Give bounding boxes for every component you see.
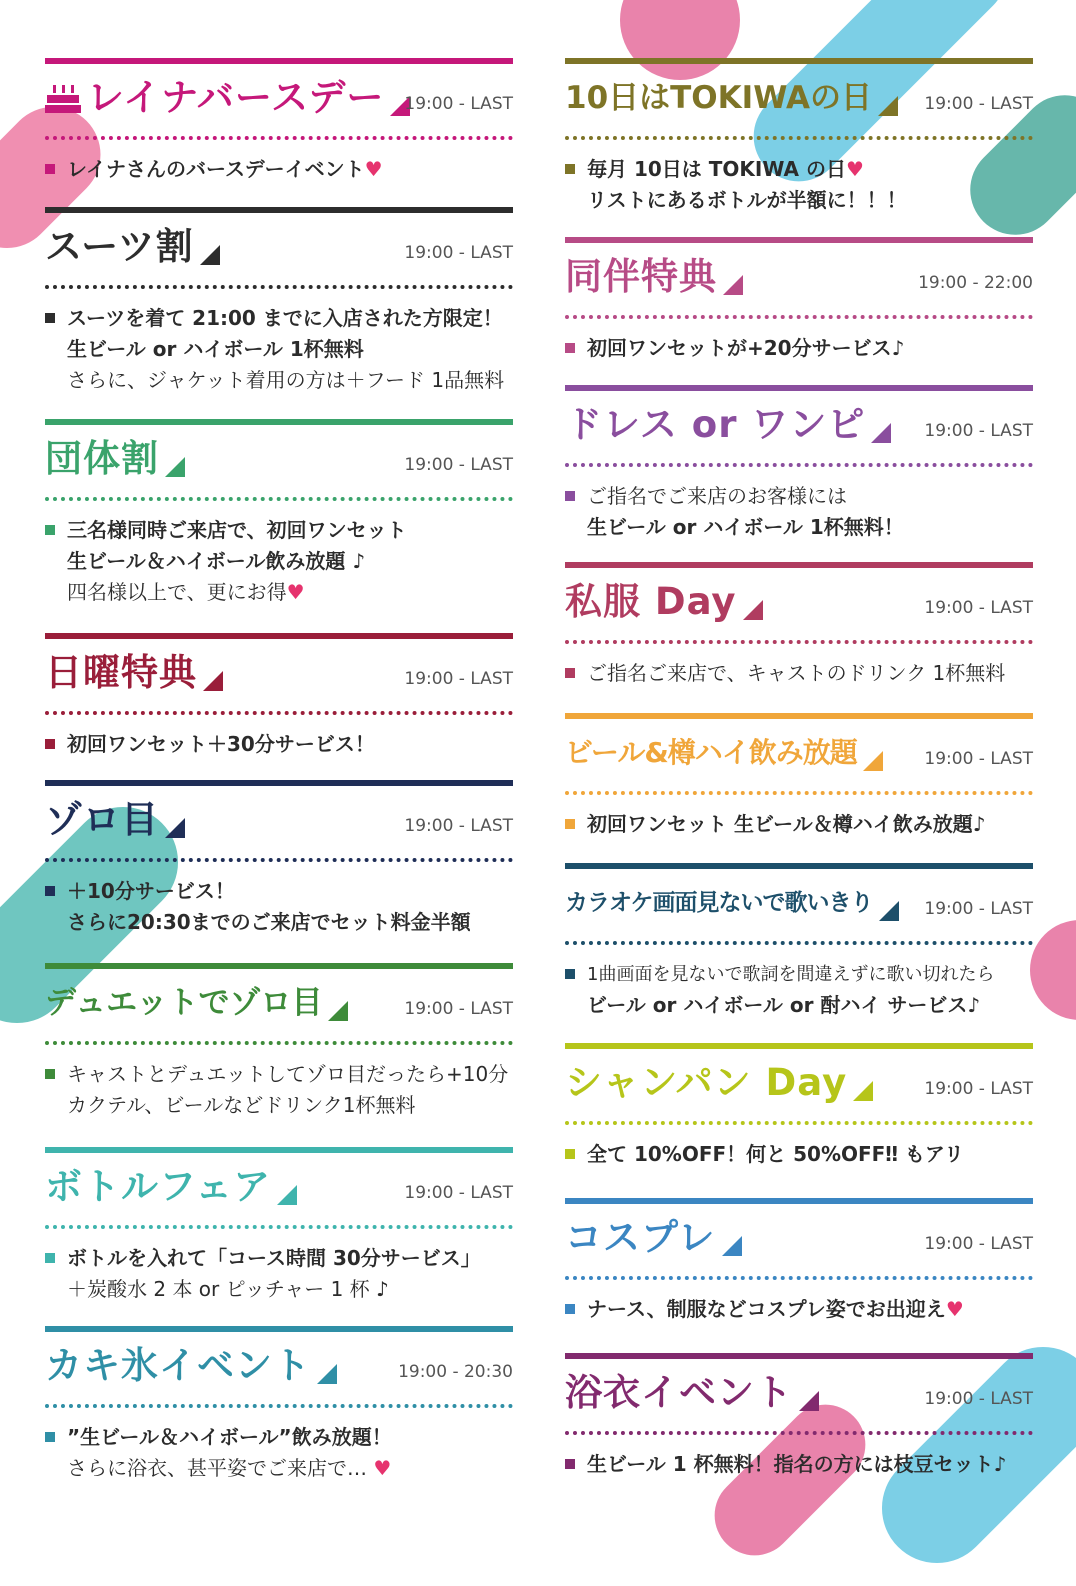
bullet-icon xyxy=(565,491,575,501)
section-title: レイナバースデー xyxy=(45,76,410,120)
heart-icon: ♥ xyxy=(845,157,864,181)
bullet-icon xyxy=(45,164,55,174)
event-section xyxy=(45,419,513,608)
list-item: さらに20:30までのご来店でセット料金半額 xyxy=(67,910,471,934)
list-item: 毎月 10日は TOKIWA の日♥ xyxy=(565,154,1033,185)
list-item: 初回ワンセット 生ビール＆樽ハイ飲み放題♪ xyxy=(565,809,1033,840)
section-title: ビール&樽ハイ飲み放題 xyxy=(565,731,883,775)
list-item: レイナさんのバースデーイベント♥ xyxy=(45,154,513,185)
heart-icon: ♥ xyxy=(364,157,383,181)
list-item: ナース、制服などコスプレ姿でお出迎え♥ xyxy=(565,1294,1033,1325)
bullet-icon xyxy=(565,1304,575,1314)
section-title: デュエットでゾロ目 xyxy=(45,981,348,1025)
heart-icon: ♥ xyxy=(373,1456,392,1480)
event-section xyxy=(565,58,1033,216)
event-section xyxy=(565,1043,1033,1170)
list-item: 1曲画面を見ないで歌詞を間違えずに歌い切れたら xyxy=(565,959,1033,990)
section-time: 19:00 - 20:30 xyxy=(398,1362,513,1382)
event-section xyxy=(565,713,1033,840)
bullet-icon xyxy=(45,525,55,535)
list-item: 全て 10%OFF！何と 50%OFF‼ もアリ xyxy=(565,1139,1033,1170)
list-item: ”生ビール＆ハイボール”飲み放題！ xyxy=(45,1422,513,1453)
list-item: スーツを着て 21:00 までに入店された方限定！ xyxy=(45,303,513,334)
event-section xyxy=(45,1326,513,1484)
section-time: 19:00 - LAST xyxy=(924,899,1033,919)
list-item: ボトルを入れて「コース時間 30分サービス」 xyxy=(45,1243,513,1274)
event-section xyxy=(565,562,1033,689)
list-item: さらに、ジャケット着用の方は＋フード 1品無料 xyxy=(67,368,505,392)
section-time: 19:00 - LAST xyxy=(924,94,1033,114)
event-section xyxy=(45,780,513,938)
list-item: 初回ワンセット＋30分サービス！ xyxy=(45,729,513,760)
bullet-icon xyxy=(565,668,575,678)
section-time: 19:00 - LAST xyxy=(404,1183,513,1203)
list-item: 四名様以上で、更にお得♥ xyxy=(67,580,305,604)
section-title: 私服 Day xyxy=(565,580,763,624)
section-title: スーツ割 xyxy=(45,225,220,269)
list-item: 三名様同時ご来店で、初回ワンセット xyxy=(45,515,513,546)
section-title: カラオケ画面見ないで歌いきり xyxy=(565,881,899,925)
event-section xyxy=(565,1198,1033,1325)
bullet-icon xyxy=(565,1149,575,1159)
list-item: ご指名ご来店で、キャストのドリンク 1杯無料 xyxy=(565,658,1033,689)
bullet-icon xyxy=(45,1253,55,1263)
section-time: 19:00 - LAST xyxy=(404,243,513,263)
event-section xyxy=(45,58,513,185)
list-item: キャストとデュエットしてゾロ目だったら+10分 xyxy=(45,1059,513,1090)
section-title: 日曜特典 xyxy=(45,651,223,695)
event-section xyxy=(565,1353,1033,1480)
event-section xyxy=(45,1147,513,1305)
list-item: 生ビール or ハイボール 1杯無料！ xyxy=(587,515,904,539)
section-title: 浴衣イベント xyxy=(565,1371,819,1415)
bullet-icon xyxy=(565,1459,575,1469)
section-time: 19:00 - LAST xyxy=(924,1389,1033,1409)
event-section xyxy=(565,237,1033,364)
bullet-icon xyxy=(45,1069,55,1079)
list-item: ビール or ハイボール or 酎ハイ サービス♪ xyxy=(587,993,981,1017)
section-time: 19:00 - LAST xyxy=(404,669,513,689)
section-time: 19:00 - 22:00 xyxy=(918,273,1033,293)
section-time: 19:00 - LAST xyxy=(924,749,1033,769)
event-section xyxy=(565,385,1033,543)
heart-icon: ♥ xyxy=(286,580,305,604)
bullet-icon xyxy=(45,886,55,896)
section-title: ゾロ目 xyxy=(45,798,185,842)
section-title: 10日はTOKIWAの日 xyxy=(565,76,898,120)
section-time: 19:00 - LAST xyxy=(924,1234,1033,1254)
section-time: 19:00 - LAST xyxy=(924,421,1033,441)
section-time: 19:00 - LAST xyxy=(404,816,513,836)
list-item: 生ビール＆ハイボール飲み放題 ♪ xyxy=(67,549,366,573)
section-time: 19:00 - LAST xyxy=(924,598,1033,618)
list-item: カクテル、ビールなどドリンク1杯無料 xyxy=(67,1093,416,1117)
bullet-icon xyxy=(45,739,55,749)
cake-icon xyxy=(45,81,81,115)
event-section xyxy=(45,207,513,396)
list-item: リストにあるボトルが半額に！！！ xyxy=(587,188,907,212)
section-title: カキ氷イベント xyxy=(45,1344,337,1388)
heart-icon: ♥ xyxy=(945,1297,964,1321)
section-title: コスプレ xyxy=(565,1216,742,1260)
section-time: 19:00 - LAST xyxy=(924,1079,1033,1099)
section-time: 19:00 - LAST xyxy=(404,455,513,475)
section-title: 団体割 xyxy=(45,437,185,481)
list-item: 初回ワンセットが+20分サービス♪ xyxy=(565,333,1033,364)
bullet-icon xyxy=(565,819,575,829)
event-section xyxy=(45,963,513,1121)
section-title: ボトルフェア xyxy=(45,1165,297,1209)
bullet-icon xyxy=(45,313,55,323)
list-item: 生ビール or ハイボール 1杯無料 xyxy=(67,337,364,361)
list-item: 生ビール 1 杯無料！指名の方には枝豆セット♪ xyxy=(565,1449,1033,1480)
section-title: シャンパン Day xyxy=(565,1061,873,1105)
list-item: ＋炭酸水 2 本 or ピッチャー 1 杯 ♪ xyxy=(67,1277,389,1301)
event-section xyxy=(45,633,513,760)
section-title: ドレス or ワンピ xyxy=(565,403,891,447)
bullet-icon xyxy=(565,969,575,979)
bullet-icon xyxy=(565,164,575,174)
section-time: 19:00 - LAST xyxy=(404,999,513,1019)
event-section xyxy=(565,863,1033,1021)
list-item: さらに浴衣、甚平姿でご来店で… ♥ xyxy=(67,1456,392,1480)
section-title: 同伴特典 xyxy=(565,255,743,299)
section-time: 19:00 - LAST xyxy=(404,94,513,114)
bullet-icon xyxy=(565,343,575,353)
list-item: ご指名でご来店のお客様には xyxy=(565,481,1033,512)
bullet-icon xyxy=(45,1432,55,1442)
list-item: ＋10分サービス！ xyxy=(45,876,513,907)
